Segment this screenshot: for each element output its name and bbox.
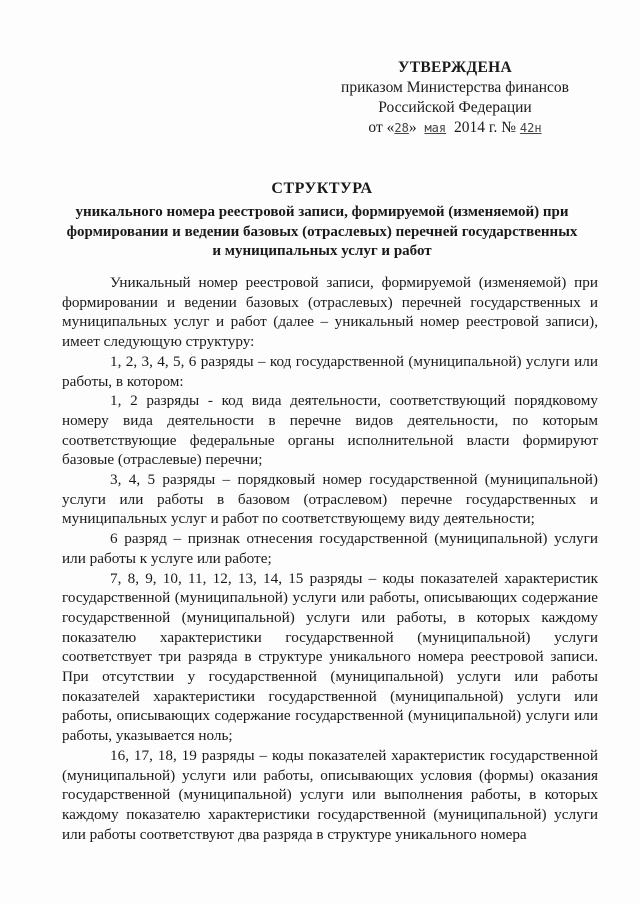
paragraph-digits-1-6: 1, 2, 3, 4, 5, 6 разряды – код государственной (муниципальной) услуги или работы, в котором: <box>62 352 598 390</box>
order-number: 42н <box>519 121 542 135</box>
date-mid: » <box>408 119 417 136</box>
paragraph-intro: Уникальный номер реестровой записи, формируемой (изменяемой) при формировании и ведении базовых (отраслевых) перечней государственных и муниципальных услуг и работ (далее – уникальный номер реестровой записи), имеет следующую структуру: <box>62 274 598 351</box>
date-day: 28 <box>394 121 409 135</box>
approval-heading: УТВЕРЖДЕНА <box>398 59 512 76</box>
paragraph-digits-3-5: 3, 4, 5 разряды – порядковый номер государственной (муниципальной) услуги или работы в базовом (отраслевом) перечне государственных и муниципальных услуг и работ по соответствующему виду деятельности; <box>62 471 598 528</box>
paragraph-digits-7-15: 7, 8, 9, 10, 11, 12, 13, 14, 15 разряды – коды показателей характеристик государственной (муниципальной) услуги или работы, описывающих содержание государственной (муниципальной) услуги или работы, в которых каждому показателю характеристики государственной (муниципальной) услуги соответствует три разряда в структуре уникального номера реестровой записи. При отсутствии у государственной (муниципальной) услуги или работы показателей характеристики государственной (муниципальной) услуги или работы, описывающих содержание государственной (муниципальной) услуги или работы, указывается ноль; <box>62 569 598 745</box>
document-title: СТРУКТУРА <box>271 180 373 197</box>
date-month: мая <box>424 121 447 135</box>
approval-date-line <box>330 118 580 138</box>
document-title-block <box>62 178 582 262</box>
approval-line-federation: Российской Федерации <box>378 99 532 116</box>
paragraph-digit-6: 6 разряд – признак отнесения государственной (муниципальной) услуги или работы к услуге или работе; <box>62 530 598 567</box>
date-year: 2014 г. № <box>454 119 517 136</box>
paragraph-digits-1-2: 1, 2 разряды - код вида деятельности, соответствующий порядковому номеру вида деятельности в перечне видов деятельности, по которым соответствующие федеральные органы исполнительной власти формируют базовые (отраслевые) перечни; <box>62 392 598 469</box>
date-prefix: от « <box>368 119 395 136</box>
approval-stamp <box>330 58 580 138</box>
document-body <box>62 273 598 844</box>
document-subtitle: уникального номера реестровой записи, формируемой (изменяемой) при формировании и ведении базовых (отраслевых) перечней государственных и муниципальных услуг и работ <box>66 204 578 259</box>
paragraph-digits-16-19: 16, 17, 18, 19 разряды – коды показателей характеристик государственной (муниципальной) услуги или работы, описывающих условия (формы) оказания государственной (муниципальной) услуги или выполнения работы, в которых каждому показателю характеристики государственной (муниципальной) услуги или работы соответствуют два разряда в структуре уникального номера <box>62 746 598 843</box>
approval-line-ministry: приказом Министерства финансов <box>341 79 569 96</box>
